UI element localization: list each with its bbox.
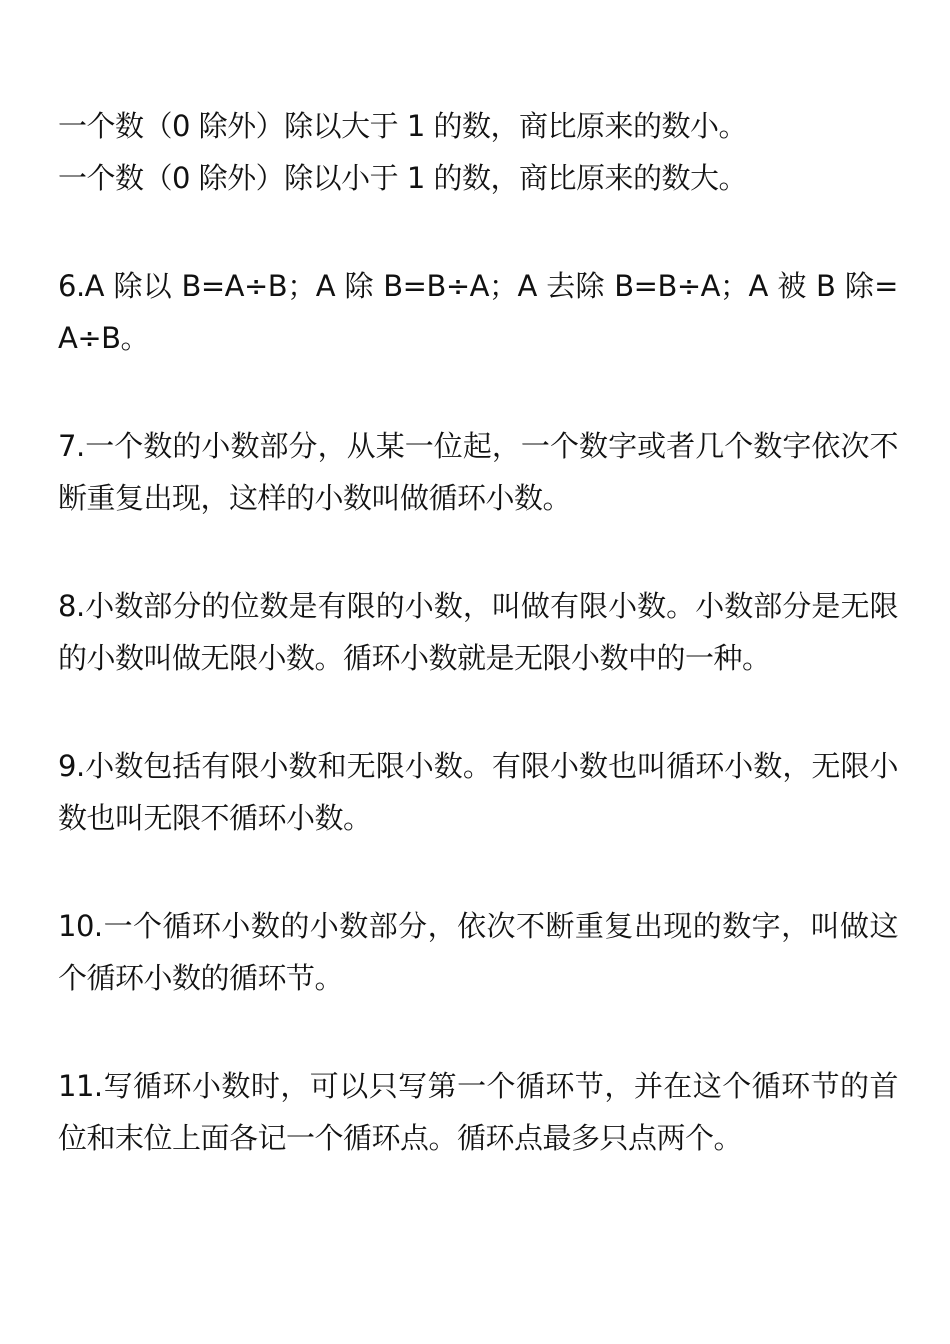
paragraph-rule-less-than-one: 一个数（0 除外）除以小于 1 的数，商比原来的数大。	[58, 161, 748, 195]
paragraph-spacer	[58, 844, 898, 900]
paragraph-spacer	[58, 364, 898, 420]
paragraph-item-10: 10.一个循环小数的小数部分，依次不断重复出现的数字，叫做这个循环小数的循环节。	[58, 909, 898, 995]
paragraph-spacer	[58, 204, 898, 260]
paragraph-item-7: 7.一个数的小数部分，从某一位起，一个数字或者几个数字依次不断重复出现，这样的小数叫做循环小数。	[58, 429, 898, 515]
paragraph-item-6: 6.A 除以 B=A÷B；A 除 B=B÷A；A 去除 B=B÷A；A 被 B 除=A÷B。	[58, 269, 898, 355]
paragraph-item-8: 8.小数部分的位数是有限的小数，叫做有限小数。小数部分是无限的小数叫做无限小数。循环小数就是无限小数中的一种。	[58, 589, 898, 675]
paragraph-spacer	[58, 1004, 898, 1060]
paragraph-spacer	[58, 524, 898, 580]
paragraph-item-11: 11.写循环小数时，可以只写第一个循环节，并在这个循环节的首位和末位上面各记一个循环点。循环点最多只点两个。	[58, 1069, 898, 1155]
paragraph-item-9: 9.小数包括有限小数和无限小数。有限小数也叫循环小数，无限小数也叫无限不循环小数。	[58, 749, 898, 835]
document-body	[58, 100, 898, 1164]
paragraph-spacer	[58, 684, 898, 740]
paragraph-rule-greater-than-one: 一个数（0 除外）除以大于 1 的数，商比原来的数小。	[58, 109, 748, 143]
